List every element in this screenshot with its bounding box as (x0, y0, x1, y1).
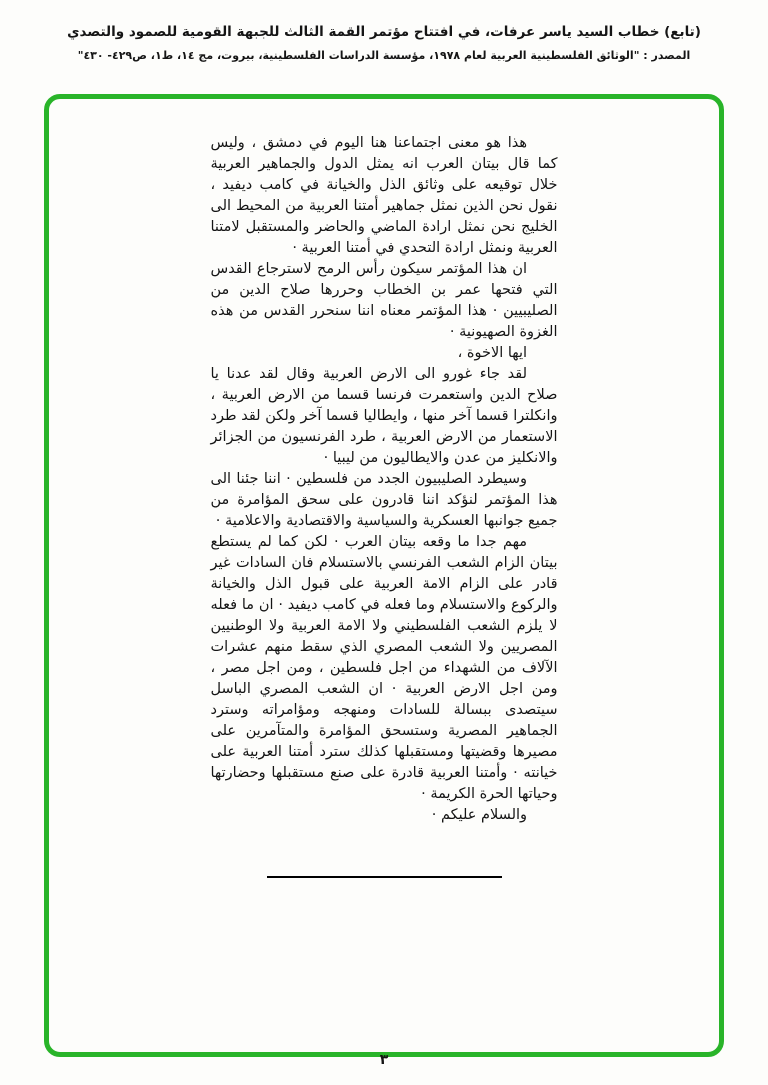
page-number: ٣ (379, 1052, 389, 1068)
header-title: (تابع) خطاب السيد ياسر عرفات، في افتتاح مؤتمر القمة الثالث للجبهة القومية للصمود والتصدي (67, 24, 701, 40)
body-text (211, 133, 558, 878)
body-paragraph-opening: هذا هو معنى اجتماعنا هنا اليوم في دمشق ، وليس كما قال بيتان العرب انه يمثل الدول والجماهير العربية خلال توقيعه على وثائق الذل والخيانة في كامب ديفيد ، نقول نحن الذين نمثل جماهير أمتنا العربية من المحيط الى الخليج نحن نمثل ارادة الماضي والحاضر والمستقبل لامتنا العربية ونمثل ارادة التحدي في أمتنا العربية · (210, 135, 558, 256)
divider-line (267, 876, 502, 878)
body-paragraph-history: لقد جاء غورو الى الارض العربية وقال لقد عدنا يا صلاح الدين واستعمرت فرنسا قسما من الارض العربية ، وانكلترا قسما آخر منها ، وايطاليا قسما آخر ولكن لقد طرد الاستعمار من الارض العربية ، طرد الفرنسيون من الجزائر والانكليز من عدن والايطاليون من ليبيا · (210, 366, 558, 466)
body-paragraph-resolve: وسيطرد الصليبيون الجدد من فلسطين · اننا جئنا الى هذا المؤتمر لنؤكد اننا قادرون على سحق المؤامرة من جميع جوانبها العسكرية والسياسية والاقتصادية والاعلامية · (210, 471, 558, 529)
body-paragraph-address: ايها الاخوة ، (457, 345, 528, 361)
document-header (0, 24, 768, 62)
header-source: المصدر : "الوثائق الفلسطينية العربية لعام ١٩٧٨، مؤسسة الدراسات الفلسطينية، بيروت، مج ١٤، ط١، ص٤٢٩- ٤٣٠" (77, 49, 691, 62)
body-paragraph-conference: ان هذا المؤتمر سيكون رأس الرمح لاسترجاع القدس التي فتحها عمر بن الخطاب وحررها صلاح الدين من الصليبيين · هذا المؤتمر معناه اننا سنحرر القدس من هذه الغزوة الصهيونية · (210, 261, 558, 340)
content-frame (44, 94, 724, 1057)
body-paragraph-closing: والسلام عليكم · (431, 807, 528, 823)
body-paragraph-main: مهم جدا ما وقعه بيتان العرب · لكن كما لم يستطع بيتان الزام الشعب الفرنسي بالاستسلام فان السادات غير قادر على الزام الامة العربية على قبول الذل والخيانة والركوع والاستسلام وما فعله في كامب ديفيد · ان ما فعله لا يلزم الشعب الفلسطيني ولا الامة العربية ولا الوطنيين المصريين ولا الشعب المصري الذي سقط منهم عشرات الآلاف من الشهداء من اجل فلسطين ، ومن اجل مصر ، ومن اجل الارض العربية · ان الشعب المصري الباسل سيتصدى ببسالة للسادات ومنهجه ومؤامراته وسترد الجماهير المصرية وستسحق المؤامرة والمتآمرين على مصيرها وقضيتها ومستقبلها كذلك سترد أمتنا العربية على خيانته · وأمتنا العربية قادرة على صنع مستقبلها وحضارتها وحياتها الحرة الكريمة · (210, 534, 558, 802)
